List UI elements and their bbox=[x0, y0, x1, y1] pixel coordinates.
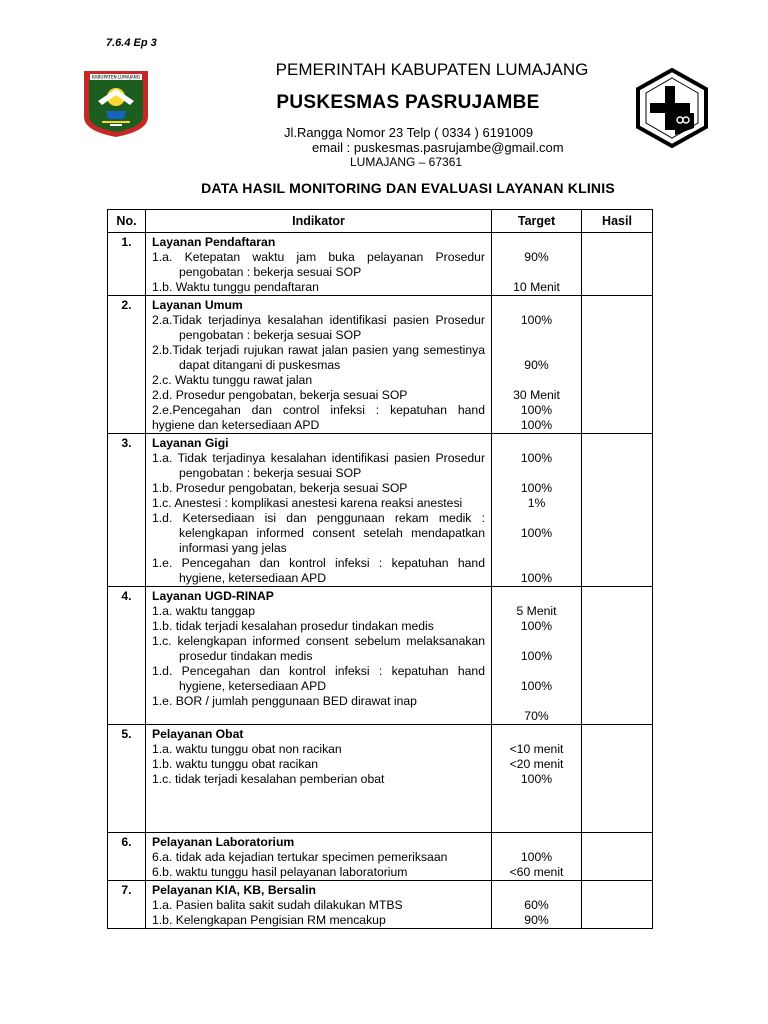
target-value: 100% bbox=[520, 772, 553, 786]
address: Jl.Rangga Nomor 23 Telp ( 0334 ) 6191009 bbox=[284, 125, 534, 140]
row-number: 4. bbox=[108, 587, 146, 725]
table-row bbox=[108, 587, 653, 725]
indicator-cell bbox=[146, 233, 492, 296]
indicator-cell bbox=[146, 587, 492, 725]
target-value: 100% bbox=[520, 403, 553, 417]
indicator-item: 1.c. kelengkapan informed consent sebelum melaksanakan prosedur tindakan medis bbox=[152, 634, 485, 663]
target-value: 100% bbox=[520, 850, 553, 864]
government-name: PEMERINTAH KABUPATEN LUMAJANG bbox=[275, 60, 589, 79]
indicator-item: 1.d. Pencegahan dan kontrol infeksi : kepatuhan hand hygiene, ketersediaan APD bbox=[152, 664, 485, 693]
row-number: 5. bbox=[108, 725, 146, 833]
result-cell bbox=[582, 881, 653, 929]
table-row bbox=[108, 296, 653, 434]
indicator-item: 2.e.Pencegahan dan control infeksi : kepatuhan hand hygiene dan ketersediaan APD bbox=[152, 403, 485, 432]
section-title: Pelayanan KIA, KB, Bersalin bbox=[152, 883, 316, 897]
indicator-cell bbox=[146, 833, 492, 881]
target-cell bbox=[492, 296, 582, 434]
indicator-item: 2.a.Tidak terjadinya kesalahan identifikasi pasien Prosedur pengobatan : bekerja sesuai SOP bbox=[152, 313, 485, 342]
target-value: 100% bbox=[520, 679, 553, 693]
row-number: 1. bbox=[108, 233, 146, 296]
result-cell bbox=[582, 434, 653, 587]
target-value: 1% bbox=[527, 496, 546, 510]
target-value: 10 Menit bbox=[513, 280, 560, 294]
section-title: Layanan Pendaftaran bbox=[152, 235, 276, 249]
indicator-item: 1.b. Waktu tunggu pendaftaran bbox=[152, 280, 319, 294]
indicator-item: 1.e. Pencegahan dan kontrol infeksi : kepatuhan hand hygiene, ketersediaan APD bbox=[152, 556, 485, 585]
indicator-item: 1.b. Prosedur pengobatan, bekerja sesuai SOP bbox=[152, 481, 408, 495]
target-value: 70% bbox=[524, 709, 549, 723]
indicator-item: 1.b. waktu tunggu obat racikan bbox=[152, 757, 318, 771]
result-cell bbox=[582, 725, 653, 833]
section-title: Layanan Gigi bbox=[152, 436, 229, 450]
target-cell bbox=[492, 725, 582, 833]
header-hasil: Hasil bbox=[582, 210, 653, 233]
indicator-item: 6.a. tidak ada kejadian tertukar specimen pemeriksaan bbox=[152, 850, 448, 864]
indicator-item: 1.c. tidak terjadi kesalahan pemberian obat bbox=[152, 772, 385, 786]
result-cell bbox=[582, 833, 653, 881]
target-value: 90% bbox=[524, 358, 549, 372]
city: LUMAJANG – 67361 bbox=[350, 155, 463, 169]
row-number: 2. bbox=[108, 296, 146, 434]
target-value: 100% bbox=[520, 619, 553, 633]
target-value: <20 menit bbox=[509, 757, 564, 771]
section-title: Layanan UGD-RINAP bbox=[152, 589, 274, 603]
section-title: Layanan Umum bbox=[152, 298, 243, 312]
indicator-cell bbox=[146, 881, 492, 929]
target-value: 5 Menit bbox=[516, 604, 557, 618]
indicator-item: 1.b. Kelengkapan Pengisian RM mencakup bbox=[152, 913, 386, 927]
svg-text:KABUPATEN LUMAJANG: KABUPATEN LUMAJANG bbox=[91, 74, 141, 80]
section-title: Pelayanan Obat bbox=[152, 727, 244, 741]
indicator-item: 2.d. Prosedur pengobatan, bekerja sesuai SOP bbox=[152, 388, 408, 402]
row-number: 6. bbox=[108, 833, 146, 881]
table-row bbox=[108, 725, 653, 833]
target-value: 90% bbox=[524, 913, 549, 927]
result-cell bbox=[582, 587, 653, 725]
result-cell bbox=[582, 296, 653, 434]
document-title: DATA HASIL MONITORING DAN EVALUASI LAYANAN KLINIS bbox=[201, 180, 615, 196]
puskesmas-name: PUSKESMAS PASRUJAMBE bbox=[276, 92, 540, 113]
header-no: No. bbox=[108, 210, 146, 233]
header-indikator: Indikator bbox=[146, 210, 492, 233]
email: email : puskesmas.pasrujambe@gmail.com bbox=[312, 140, 564, 155]
target-value: 100% bbox=[520, 526, 553, 540]
indicator-item: 1.a. Tidak terjadinya kesalahan identifikasi pasien Prosedur pengobatan : bekerja sesuai SOP bbox=[152, 451, 485, 480]
indicator-item: 1.b. tidak terjadi kesalahan prosedur tindakan medis bbox=[152, 619, 434, 633]
target-value: 60% bbox=[524, 898, 549, 912]
target-value: <60 menit bbox=[509, 865, 564, 879]
indicator-item: 2.c. Waktu tunggu rawat jalan bbox=[152, 373, 313, 387]
indicator-item: 1.c. Anestesi : komplikasi anestesi karena reaksi anestesi bbox=[152, 496, 463, 510]
target-value: 100% bbox=[520, 418, 553, 432]
target-cell bbox=[492, 434, 582, 587]
document-code: 7.6.4 Ep 3 bbox=[106, 37, 157, 49]
target-value: 90% bbox=[524, 250, 549, 264]
table-row bbox=[108, 233, 653, 296]
table-header-row bbox=[108, 210, 653, 233]
indicator-item: 1.d. Ketersediaan isi dan penggunaan rekam medik : kelengkapan informed consent setelah mendapatkan informasi yang jelas bbox=[152, 511, 485, 555]
row-number: 3. bbox=[108, 434, 146, 587]
target-cell bbox=[492, 833, 582, 881]
target-cell bbox=[492, 881, 582, 929]
indicator-item: 6.b. waktu tunggu hasil pelayanan laboratorium bbox=[152, 865, 408, 879]
indicator-item: 1.e. BOR / jumlah penggunaan BED dirawat inap bbox=[152, 694, 417, 708]
row-number: 7. bbox=[108, 881, 146, 929]
indicator-item: 1.a. waktu tunggu obat non racikan bbox=[152, 742, 342, 756]
target-value: <10 menit bbox=[509, 742, 564, 756]
target-value: 100% bbox=[520, 481, 553, 495]
section-title: Pelayanan Laboratorium bbox=[152, 835, 295, 849]
target-value: 100% bbox=[520, 451, 553, 465]
target-value: 100% bbox=[520, 649, 553, 663]
table-row bbox=[108, 881, 653, 929]
table-row bbox=[108, 434, 653, 587]
target-value: 100% bbox=[520, 571, 553, 585]
header-target: Target bbox=[492, 210, 582, 233]
indicator-item: 1.a. Pasien balita sakit sudah dilakukan MTBS bbox=[152, 898, 403, 912]
target-cell bbox=[492, 233, 582, 296]
target-value: 30 Menit bbox=[513, 388, 560, 402]
target-value: 100% bbox=[520, 313, 553, 327]
indicator-cell bbox=[146, 725, 492, 833]
result-cell bbox=[582, 233, 653, 296]
monitoring-table bbox=[107, 209, 653, 929]
indicator-item: 1.a. waktu tanggap bbox=[152, 604, 255, 618]
target-cell bbox=[492, 587, 582, 725]
indicator-cell bbox=[146, 296, 492, 434]
indicator-item: 1.a. Ketepatan waktu jam buka pelayanan Prosedur pengobatan : bekerja sesuai SOP bbox=[152, 250, 485, 279]
indicator-cell bbox=[146, 434, 492, 587]
table-row bbox=[108, 833, 653, 881]
indicator-item: 2.b.Tidak terjadi rujukan rawat jalan pasien yang semestinya dapat ditangani di puskesmas bbox=[152, 343, 485, 372]
